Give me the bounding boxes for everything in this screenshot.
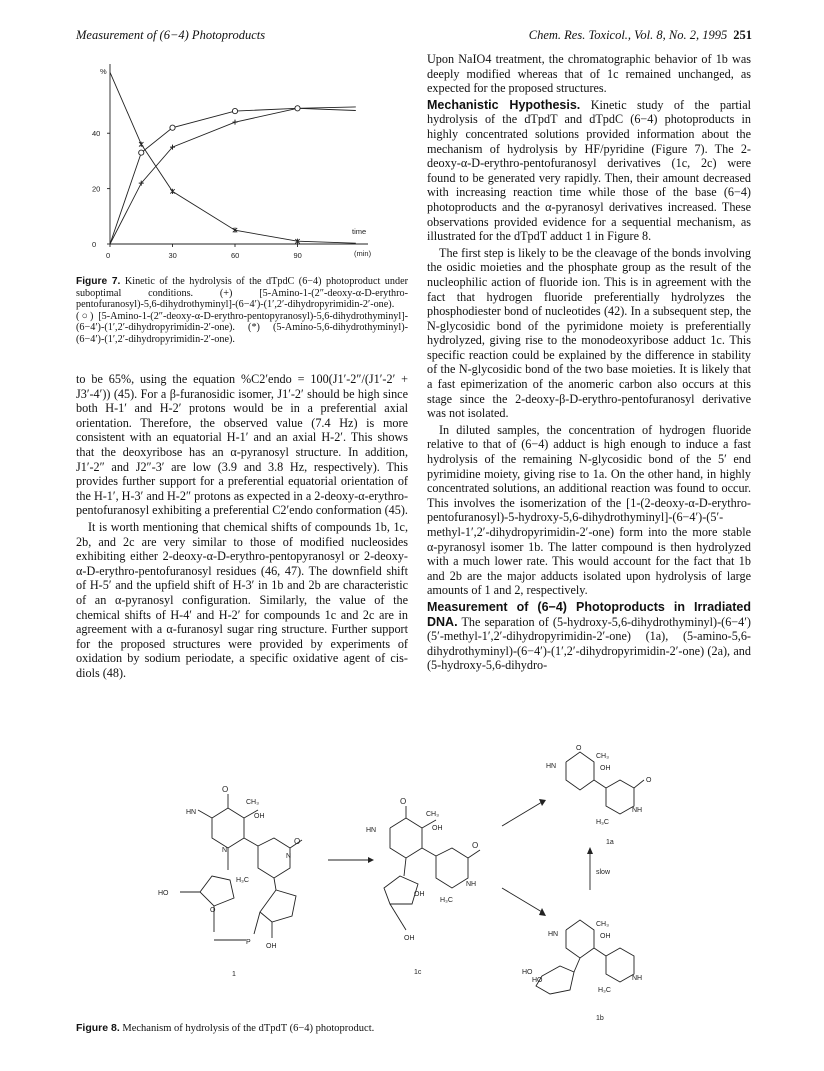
x-tick-label: 0 bbox=[106, 251, 111, 260]
atom-O: O bbox=[222, 785, 229, 794]
paragraph: In diluted samples, the concentration of hydrogen fluoride relative to that of (6−4) adduct is high enough to induce a fast hydrolysis of the remaining N-glycosidic bond of the 5′ end pyrimidine moiety, giving rise to 1a. On the other hand, in highly concentrated solutions, an additional reaction was found to occur. This involves the isomerization of the [1-(2-deoxy-α-D-erythro-pentofuranosyl)-5-hydroxy-5,6-dihydrothyminyl]-(6−4′)-(5′-methyl-1′,2′-dihydropyrimidin-2′-one) form into the more stable α-pyranosyl isomer 1b. The latter compound is then hydrolyzed with a much lower rate. This would account for the fact that 1b and 2b are the major adducts isolated upon hydrolysis of large amounts of 1 and 2, respectively. bbox=[427, 422, 751, 598]
arrow-head bbox=[587, 847, 593, 854]
atom-P: P bbox=[246, 939, 251, 946]
atom-CH3: CH₃ bbox=[596, 753, 609, 760]
left-column-text bbox=[76, 372, 408, 682]
atom-OH: OH bbox=[600, 765, 611, 772]
atom-N: N bbox=[286, 853, 292, 860]
atom-O: O bbox=[294, 837, 301, 846]
atom-H3C: H₃C bbox=[236, 877, 249, 884]
atom-O: O bbox=[576, 745, 582, 752]
series-line bbox=[110, 107, 356, 244]
data-point bbox=[295, 106, 300, 111]
arrow-head bbox=[539, 799, 546, 806]
atom-O: O bbox=[646, 777, 652, 784]
paragraph: It is worth mentioning that chemical shifts of compounds 1b, 1c, 2b, and 2c are very similar to those of modified nucleosides exhibiting either 2-deoxy-α-D-erythro-pentopyranosyl or 2-deoxy-α-D-erythro-pentofuranosyl residues (46, 47). The downfield shift of H-5′ and the upfield shift of H-3′ in 1b and 2b are characteristic of an α-pyranosyl configuration. Similarly, the value of the chemical shifts of H-4′ and H-2′ for compounds 1c and 2c are in agreement with a α-furanosyl sugar ring structure. Further support for the proposed structures were provided by experiments of oxidation by sodium periodate, a specific oxidative agent of cis-diols (48). bbox=[76, 519, 408, 680]
atom-NH: NH bbox=[632, 975, 643, 982]
atom-HO: HO bbox=[532, 977, 543, 984]
atom-H3C: H₃C bbox=[440, 897, 453, 904]
atom-H3C: H₃C bbox=[598, 987, 611, 994]
compound-label-1b: 1b bbox=[596, 1015, 604, 1020]
atom-N: N bbox=[222, 847, 228, 854]
x-axis-unit: (min) bbox=[354, 249, 372, 258]
journal-citation: Chem. Res. Toxicol., Vol. 8, No. 2, 1995 bbox=[528, 28, 728, 42]
running-header-journal bbox=[529, 28, 752, 43]
data-point bbox=[139, 150, 144, 155]
reaction-arrow bbox=[502, 888, 542, 912]
right-column-text bbox=[427, 52, 751, 675]
atom-HN: HN bbox=[548, 931, 559, 938]
data-point bbox=[233, 120, 238, 125]
figure-7-text: Kinetic of the hydrolysis of the dTpdC (6−4) photoproduct under suboptimal conditions. (+) [5-Amino-1-(2″-deoxy-α-D-erythro-pentofuranosyl)-5,6-dihydrothyminyl]-(6−4′)-(1′,2′-dihydropyrimidin-2′-one). (○) [5-Amino-1-(2″-deoxy-α-D-erythro-pentopyranosyl)-5,6-dihydrothyminyl]-(6−4′)-(1′,2′-dihydropyrimidin-2′-one). (*) (5-Amino-5,6-dihydrothyminyl)-(6−4′)-(1′,2′-dihydropyrimidin-2′-one). bbox=[76, 276, 408, 345]
chart-axes bbox=[92, 64, 372, 260]
figure-8-text: Mechanism of hydrolysis of the dTpdT (6−4) photoproduct. bbox=[122, 1023, 375, 1034]
section-heading-mechanism: Mechanistic Hypothesis. bbox=[427, 97, 581, 112]
atom-HO: HO bbox=[522, 969, 533, 976]
figure-7-label: Figure 7. bbox=[76, 276, 121, 287]
atom-NH: NH bbox=[632, 807, 643, 814]
arrow-head bbox=[539, 908, 546, 916]
paragraph: to be 65%, using the equation %C2′endo = 100(J1′-2″/(J1′-2′ + J3′-4′)) (45). For a β-furanosidic isomer, J1′-2′ should be high since both H-1′ and H-2′ protons would be in a preferential axial orientation. Therefore, the observed value (7.4 Hz) is more consistent with an equatorial H-1′ and an axial H-2′. This shows that the deoxyribose has an α-pyranosyl structure. In addition, J1′-2″ and J2″-3′ are low (3.9 and 3.8 Hz, respectively). This provides further support for a preferential equatorial orientation of the H-1′, H-3′ and H-2″ protons as expected in a 2-deoxy-α-erythro-pentofuranosyl exhibiting a preferential C2′endo conformation (45). bbox=[76, 372, 408, 518]
figure-7-caption bbox=[76, 276, 408, 346]
reaction-scheme bbox=[150, 740, 710, 1020]
compound-1c-structure bbox=[366, 797, 480, 976]
atom-O: O bbox=[400, 797, 407, 806]
compound-label-1: 1 bbox=[232, 971, 236, 978]
data-point bbox=[232, 108, 237, 113]
atom-HO: HO bbox=[158, 890, 169, 897]
paragraph: Upon NaIO4 treatment, the chromatographic behavior of 1b was deeply modified whereas that of 1c remained unchanged, as expected for the proposed structures. bbox=[427, 52, 751, 96]
chart-marks bbox=[139, 106, 300, 244]
y-tick-label: 0 bbox=[92, 240, 97, 249]
figure-8-caption bbox=[76, 1022, 374, 1034]
figure-8-label: Figure 8. bbox=[76, 1022, 120, 1034]
x-tick-label: 30 bbox=[168, 251, 177, 260]
atom-OH: OH bbox=[266, 943, 277, 950]
atom-CH3: CH₃ bbox=[596, 921, 609, 928]
atom-OH: OH bbox=[600, 933, 611, 940]
compound-label-1a: 1a bbox=[606, 839, 614, 846]
atom-OH: OH bbox=[414, 891, 425, 898]
y-tick-label: 20 bbox=[92, 184, 101, 194]
slow-label: slow bbox=[596, 869, 611, 876]
atom-HN: HN bbox=[366, 827, 377, 834]
series-line bbox=[110, 72, 356, 243]
data-point bbox=[170, 125, 175, 130]
atom-HN: HN bbox=[546, 763, 557, 770]
atom-OH: OH bbox=[404, 935, 415, 942]
kinetics-chart bbox=[70, 54, 410, 274]
running-header-title: Measurement of (6−4) Photoproducts bbox=[76, 28, 266, 42]
data-point bbox=[139, 142, 143, 147]
atom-NH: NH bbox=[466, 881, 477, 888]
reaction-arrow bbox=[502, 802, 542, 826]
paragraph-body: Kinetic study of the partial hydrolysis of the dTpdT and dTpdC (6−4) photoproducts in highly concentrated solutions provided information about the mechanism of hydrolysis by HF/pyridine (Figure 7). The 2-deoxy-α-D-erythro-pentofuranosyl derivatives (1c, 2c) were found to be generated very rapidly. Then, their amount decreased with increasing reaction time while those of the base (6−4) photoproducts and the α-pyranosyl derivatives increased. These observations provided evidence for a sequential mechanism, as illustrated for the dTpdT adduct 1 in Figure 8. bbox=[427, 97, 751, 244]
section-heading-measurement: Measurement of (6−4) Photoproducts in Irradiated DNA. bbox=[427, 599, 751, 629]
atom-O: O bbox=[472, 841, 479, 850]
data-point bbox=[170, 189, 174, 194]
compound-label-1c: 1c bbox=[414, 969, 422, 976]
y-tick-label: 40 bbox=[92, 129, 101, 139]
compound-1-structure bbox=[158, 785, 302, 978]
atom-H3C: H₃C bbox=[596, 819, 609, 826]
paragraph-body: The separation of (5-hydroxy-5,6-dihydrothyminyl)-(6−4′)(5′-methyl-1′,2′-dihydropyrimidin-2′-one) (1a), (5-amino-5,6-dihydrothyminyl)-(6−4′)-(1′,2′-dihydropyrimidin-2′-one) (2a), and (5-hydroxy-5,6-dihydro- bbox=[427, 614, 751, 673]
y-axis-label: % bbox=[100, 67, 107, 76]
x-axis-label: time bbox=[352, 227, 367, 236]
arrow-head bbox=[368, 857, 374, 863]
atom-CH3: CH₃ bbox=[246, 799, 259, 806]
atom-HN: HN bbox=[186, 809, 197, 816]
atom-OH: OH bbox=[254, 813, 265, 820]
page-number: 251 bbox=[733, 28, 752, 42]
paragraph: The first step is likely to be the cleavage of the bonds involving the osidic moieties and the phosphate group as the result of the nucleophilic action of fluoride ion. This is in agreement with the fact that hydrogen fluoride preferentially hydrolyzes the phosphodiester bond of nucleotides (42). In a subsequent step, the N-glycosidic bond of the pyrimidone moiety is preferentially hydrolyzed, giving rise to the monodeoxyribose adduct 1c. This specific reaction could be explained by the difference in stability of the N-glycosidic bond of the two base moieties. It is likely that a fast epimerization of the anomeric carbon also occurs at this stage since the 2-deoxy-β-D-erythro-pentofuranosyl derivative was not isolated. bbox=[427, 245, 751, 421]
compound-1b-structure bbox=[522, 920, 642, 1020]
compound-1a-structure bbox=[546, 745, 652, 846]
x-tick-label: 90 bbox=[293, 251, 302, 260]
atom-OH: OH bbox=[432, 825, 443, 832]
atom-O: O bbox=[210, 907, 216, 914]
chart-curves bbox=[110, 72, 356, 244]
atom-CH3: CH₃ bbox=[426, 811, 439, 818]
x-tick-label: 60 bbox=[231, 251, 240, 260]
